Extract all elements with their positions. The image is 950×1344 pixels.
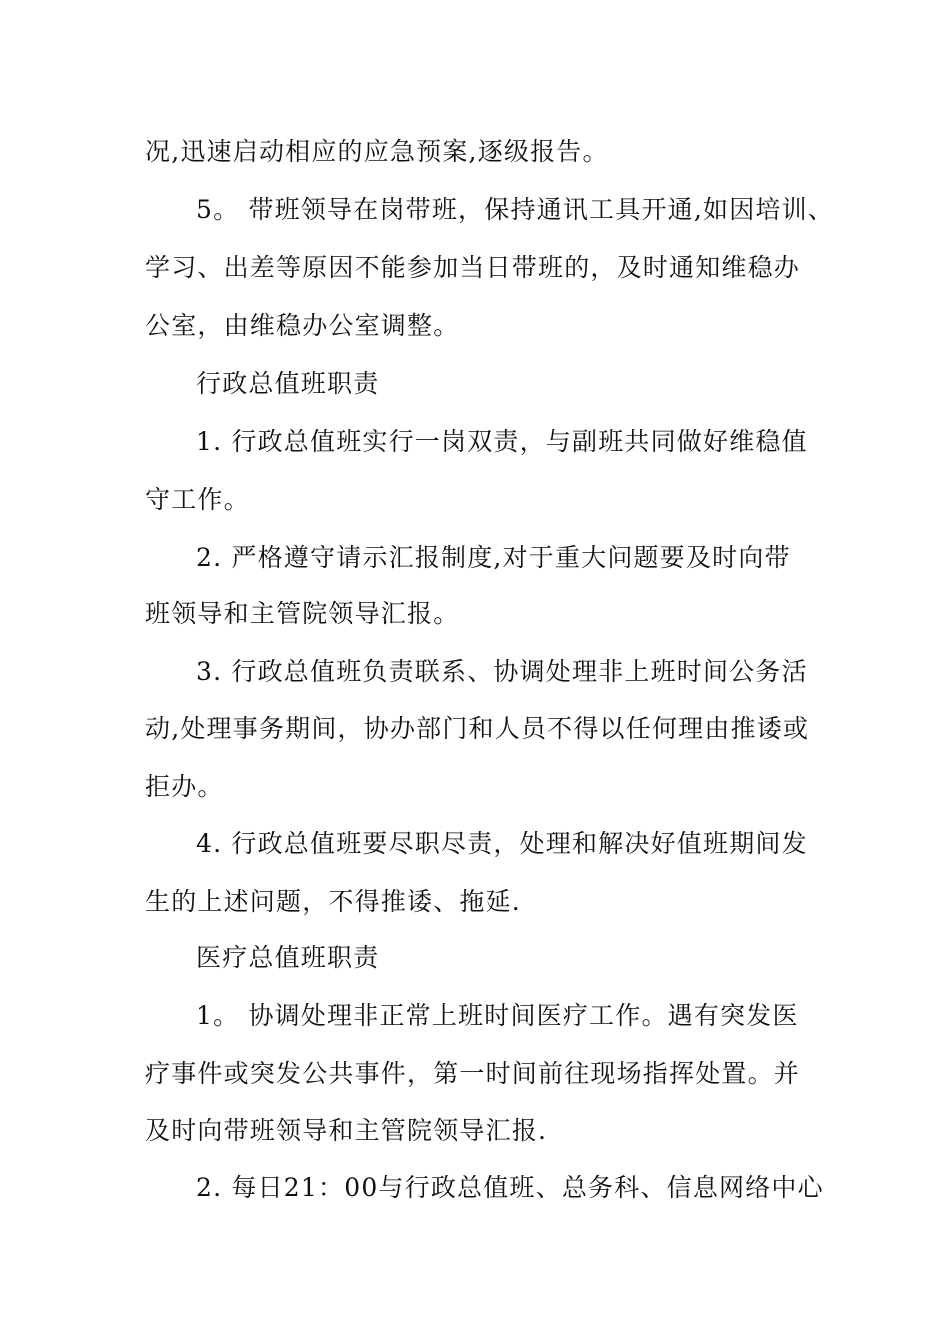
text-line: 1. 行政总值班实行一岗双责，与副班共同做好维稳值: [196, 427, 808, 456]
text-line: 拒办。: [145, 772, 224, 801]
text-line: 动,处理事务期间，协办部门和人员不得以任何理由推诿或: [145, 714, 810, 743]
text-line: 学习、出差等原因不能参加当日带班的，及时通知维稳办: [145, 253, 801, 282]
text-line: 2. 每日21：00与行政总值班、总务科、信息网络中心: [196, 1173, 824, 1202]
text-line: 3. 行政总值班负责联系、协调处理非上班时间公务活: [196, 657, 808, 686]
text-line: 1。 协调处理非正常上班时间医疗工作。遇有突发医: [196, 1001, 799, 1030]
text-line: 2. 严格遵守请示汇报制度,对于重大问题要及时向带: [196, 543, 791, 572]
text-line: 生的上述问题，不得推诿、拖延.: [145, 887, 521, 916]
text-line: 守工作。: [145, 485, 250, 514]
text-line: 5。 带班领导在岗带班，保持通讯工具开通,如因培训、: [196, 195, 835, 224]
section-heading: 医疗总值班职责: [196, 943, 380, 972]
text-line: 及时向带班领导和主管院领导汇报.: [145, 1116, 548, 1145]
text-line: 疗事件或突发公共事件，第一时间前往现场指挥处置。并: [145, 1059, 801, 1088]
text-line: 公室，由维稳办公室调整。: [145, 311, 460, 340]
text-line: 4. 行政总值班要尽职尽责，处理和解决好值班期间发: [196, 829, 808, 858]
text-line: 班领导和主管院领导汇报。: [145, 599, 460, 628]
section-heading: 行政总值班职责: [196, 369, 380, 398]
text-line: 况,迅速启动相应的应急预案,逐级报告。: [145, 137, 609, 166]
